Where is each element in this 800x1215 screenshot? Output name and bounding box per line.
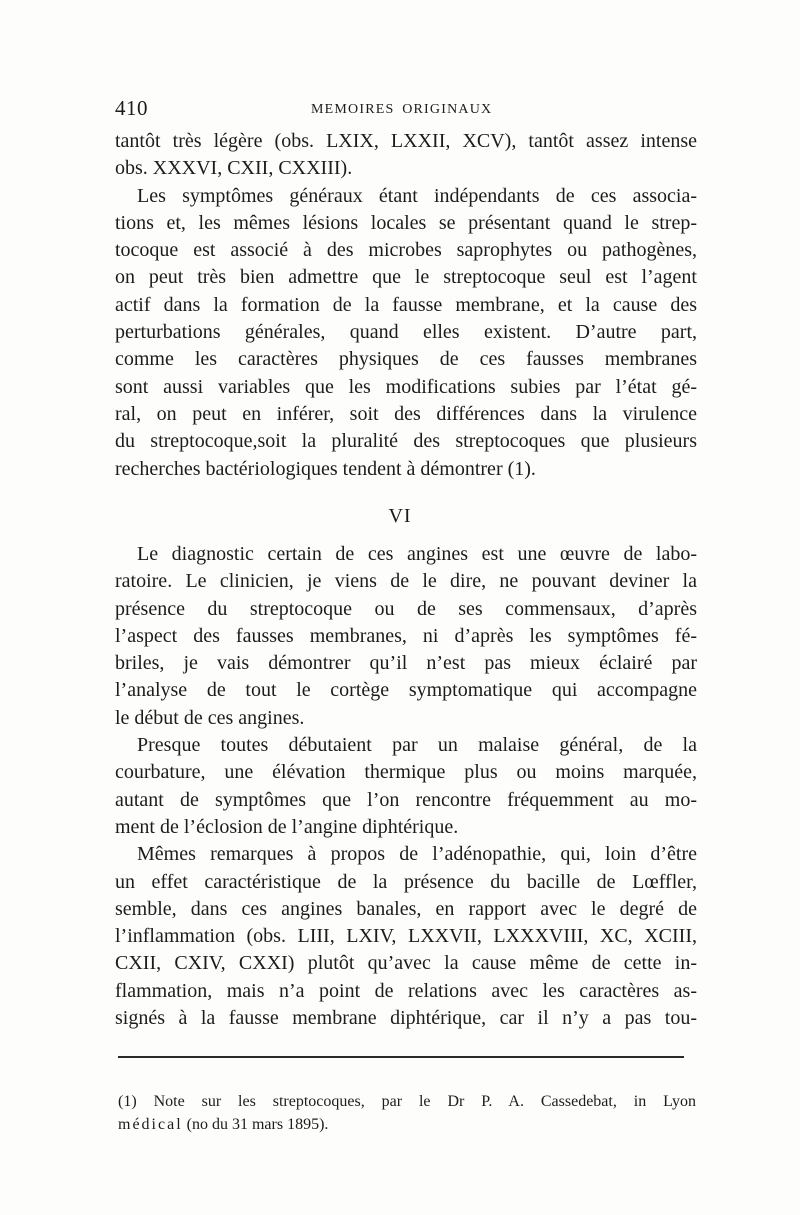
text-line: signés à la fausse membrane diphtérique, car il n’y a pas tou-: [115, 1007, 697, 1030]
section-heading: VI: [388, 505, 412, 527]
text-line: obs. XXXVI, CXII, CXXIII).: [115, 157, 353, 180]
footnote-rule: [118, 1056, 684, 1058]
text-line: tantôt très légère (obs. LXIX, LXXII, XCV), tantôt assez intense: [115, 130, 697, 152]
text-line: courbature, une élévation thermique plus ou moins marquée,: [115, 761, 697, 784]
text-line: Le diagnostic certain de ces angines est une œuvre de labo-: [137, 543, 697, 565]
text-line: semble, dans ces angines banales, en rapport avec le degré de: [115, 897, 697, 920]
footnote-line: [118, 1113, 696, 1136]
text-line: CXII, CXIV, CXXI) plutôt qu’avec la cause même de cette in-: [115, 952, 697, 975]
text-line: ral, on peut en inférer, soit des différences dans la virulence: [115, 402, 697, 425]
text-line: sont aussi variables que les modifications subies par l’état gé-: [115, 375, 697, 398]
text-line: autant de symptômes que l’on rencontre fréquemment au mo-: [115, 788, 697, 811]
text-line: Presque toutes débutaient par un malaise général, de la: [137, 734, 697, 757]
text-line: l’analyse de tout le cortège symptomatique qui accompagne: [115, 679, 697, 702]
text-line: briles, je vais démontrer qu’il n’est pas mieux éclairé par: [115, 652, 697, 675]
text-line: comme les caractères physiques de ces fausses membranes: [115, 348, 697, 371]
page-number: 410: [115, 96, 148, 120]
text-line: Les symptômes généraux étant indépendants de ces associa-: [137, 184, 697, 207]
text-line: du streptocoque,soit la pluralité des streptocoques que plusieurs: [115, 430, 697, 453]
text-line: ment de l’éclosion de l’angine diphtérique.: [115, 815, 459, 838]
text-line: flammation, mais n’a point de relations avec les caractères as-: [115, 979, 697, 1002]
text-line: le début de ces angines.: [115, 706, 305, 729]
text-line: Mêmes remarques à propos de l’adénopathie, qui, loin d’être: [137, 843, 697, 866]
text-line: perturbations générales, quand elles existent. D’autre part,: [115, 321, 697, 344]
text-line: ratoire. Le clinicien, je viens de le dire, ne pouvant deviner la: [115, 570, 697, 593]
paragraph-block-continuation: [115, 128, 697, 483]
text-line: l’aspect des fausses membranes, ni d’après les symptômes fé-: [115, 624, 697, 647]
text-line: actif dans la formation de la fausse membrane, et la cause des: [115, 293, 697, 316]
text-line: présence du streptocoque ou de ses commensaux, d’après: [115, 597, 697, 620]
footnote-spaced-word: médical: [118, 1116, 183, 1133]
text-line: tions et, les mêmes lésions locales se présentant quand le strep-: [115, 211, 697, 234]
running-title: MEMOIRES ORIGINAUX: [311, 102, 493, 117]
paragraph-block-section-vi: [115, 541, 697, 1032]
text-line: tocoque est associé à des microbes saprophytes ou pathogènes,: [115, 239, 697, 262]
text-line: l’inflammation (obs. LIII, LXIV, LXXVII, LXXXVIII, XC, XCIII,: [115, 925, 697, 948]
text-line: recherches bactériologiques tendent à démontrer (1).: [115, 457, 536, 480]
footnote: [118, 1090, 696, 1136]
text-line: un effet caractéristique de la présence du bacille de Lœffler,: [115, 870, 697, 893]
footnote-line: (1) Note sur les streptocoques, par le Dr P. A. Cassedebat, in Lyon: [118, 1093, 696, 1110]
text-line: on peut très bien admettre que le streptocoque seul est l’agent: [115, 266, 697, 289]
running-head: [115, 96, 700, 124]
footnote-line-rest: (no du 31 mars 1895).: [182, 1116, 329, 1133]
